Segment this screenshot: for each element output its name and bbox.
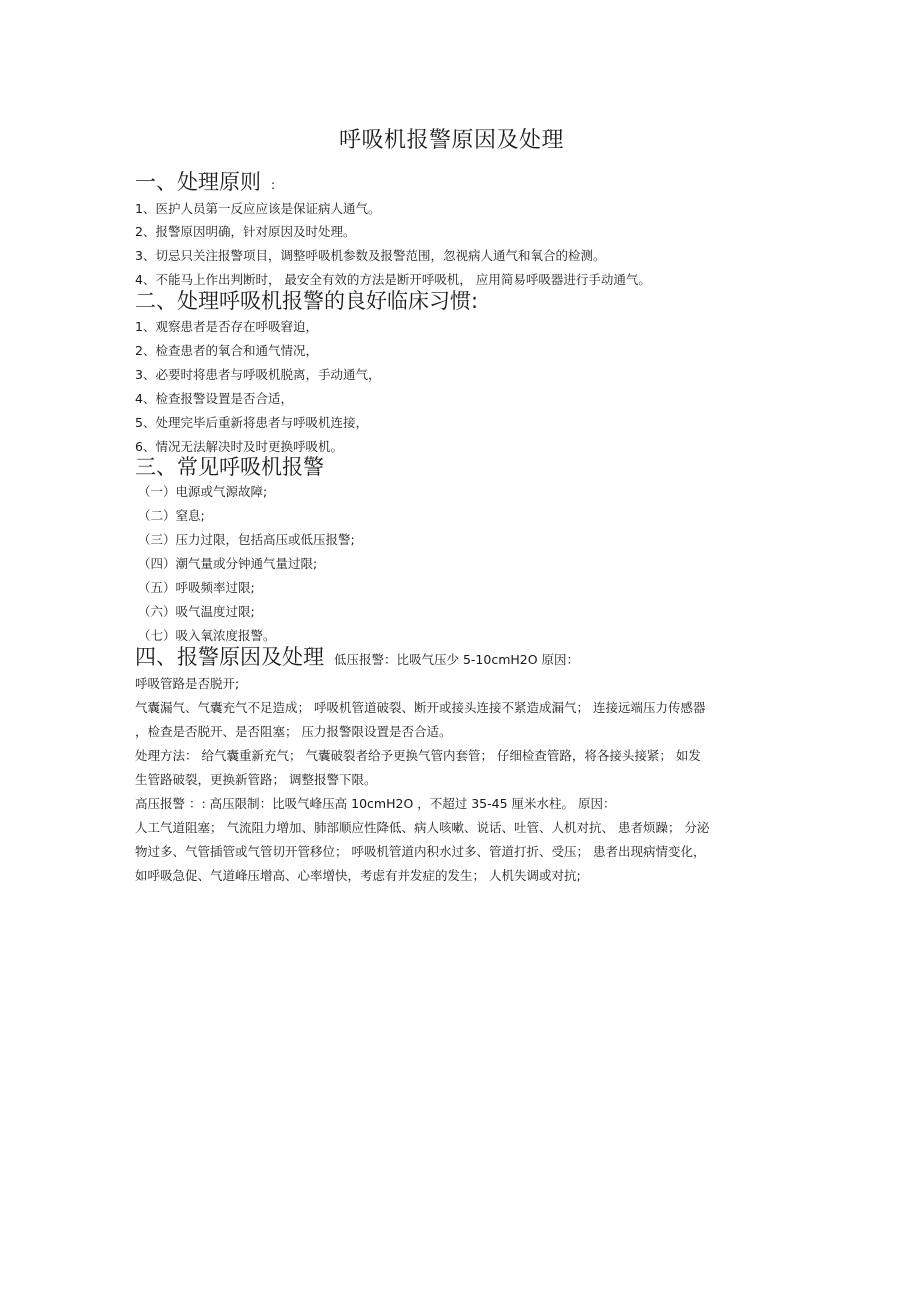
- list-item: 4、不能马上作出判断时， 最安全有效的方法是断开呼吸机， 应用简易呼吸器进行手动通气。: [135, 272, 651, 287]
- paragraph-line: 高压报警 ：: 高压限制：比吸气峰压高 10cmH2O ，不超过 35-45 厘米水柱。 原因：: [135, 796, 616, 811]
- paragraph-line: ，检查是否脱开、是否阻塞； 压力报警限设置是否合适。: [135, 724, 452, 739]
- section-heading-text: 一、处理原则: [135, 170, 261, 194]
- list-item: 3、切忌只关注报警项目，调整呼吸机参数及报警范围，忽视病人通气和氧合的检测。: [135, 248, 606, 263]
- list-item: （五）呼吸频率过限;: [138, 580, 255, 595]
- list-item: 6、情况无法解决时及时更换呼吸机。: [135, 439, 343, 454]
- list-item: 1、观察患者是否存在呼吸窘迫，: [135, 319, 318, 334]
- list-item: （七）吸入氧浓度报警。: [138, 628, 276, 643]
- list-item: （六）吸气温度过限;: [138, 604, 255, 619]
- low-pressure-alarm-intro: 低压报警：比吸气压少 5-10cmH2O 原因：: [334, 652, 580, 667]
- list-item: （二）窒息;: [138, 508, 205, 523]
- list-item: 5、处理完毕后重新将患者与呼吸机连接，: [135, 415, 368, 430]
- list-item: 1、医护人员第一反应应该是保证病人通气。: [135, 201, 381, 216]
- list-item: （一）电源或气源故障;: [138, 484, 268, 499]
- paragraph-line: 物过多、气管插管或气管切开管移位； 呼吸机管道内积水过多、管道打折、受压； 患者出现病情变化，: [135, 844, 706, 859]
- heading-colon: :: [271, 178, 276, 192]
- section-heading-alarm-causes: [135, 643, 579, 674]
- paragraph-line: 生管路破裂，更换新管路； 调整报警下限。: [135, 772, 377, 787]
- section-heading-text: 四、报警原因及处理: [135, 645, 324, 669]
- document-title: 呼吸机报警原因及处理: [338, 128, 564, 153]
- section-heading-common-alarms: 三、常见呼吸机报警: [135, 455, 324, 479]
- paragraph-line: 气囊漏气、气囊充气不足造成； 呼吸机管道破裂、断开或接头连接不紧造成漏气； 连接远端压力传感器: [135, 700, 706, 715]
- paragraph-line: 处理方法： 给气囊重新充气； 气囊破裂者给予更换气管内套管； 仔细检查管路，将各接头接紧； 如发: [135, 748, 701, 763]
- section-heading-habits: 二、处理呼吸机报警的良好临床习惯:: [135, 289, 479, 313]
- paragraph-line: 如呼吸急促、气道峰压增高、心率增快，考虑有并发症的发生； 人机失调或对抗;: [135, 868, 581, 883]
- paragraph-line: 呼吸管路是否脱开;: [135, 676, 240, 691]
- list-item: 2、报警原因明确，针对原因及时处理。: [135, 224, 356, 239]
- section-heading-principles: [135, 168, 275, 199]
- list-item: （四）潮气量或分钟通气量过限;: [138, 556, 318, 571]
- list-item: 2、检查患者的氧合和通气情况，: [135, 343, 318, 358]
- paragraph-line: 人工气道阻塞； 气流阻力增加、肺部顺应性降低、病人咳嗽、说话、吐管、人机对抗、 患者烦躁； 分泌: [135, 820, 710, 835]
- list-item: 3、必要时将患者与呼吸机脱离，手动通气，: [135, 367, 381, 382]
- list-item: （三）压力过限，包括高压或低压报警;: [138, 532, 355, 547]
- list-item: 4、检查报警设置是否合适，: [135, 391, 293, 406]
